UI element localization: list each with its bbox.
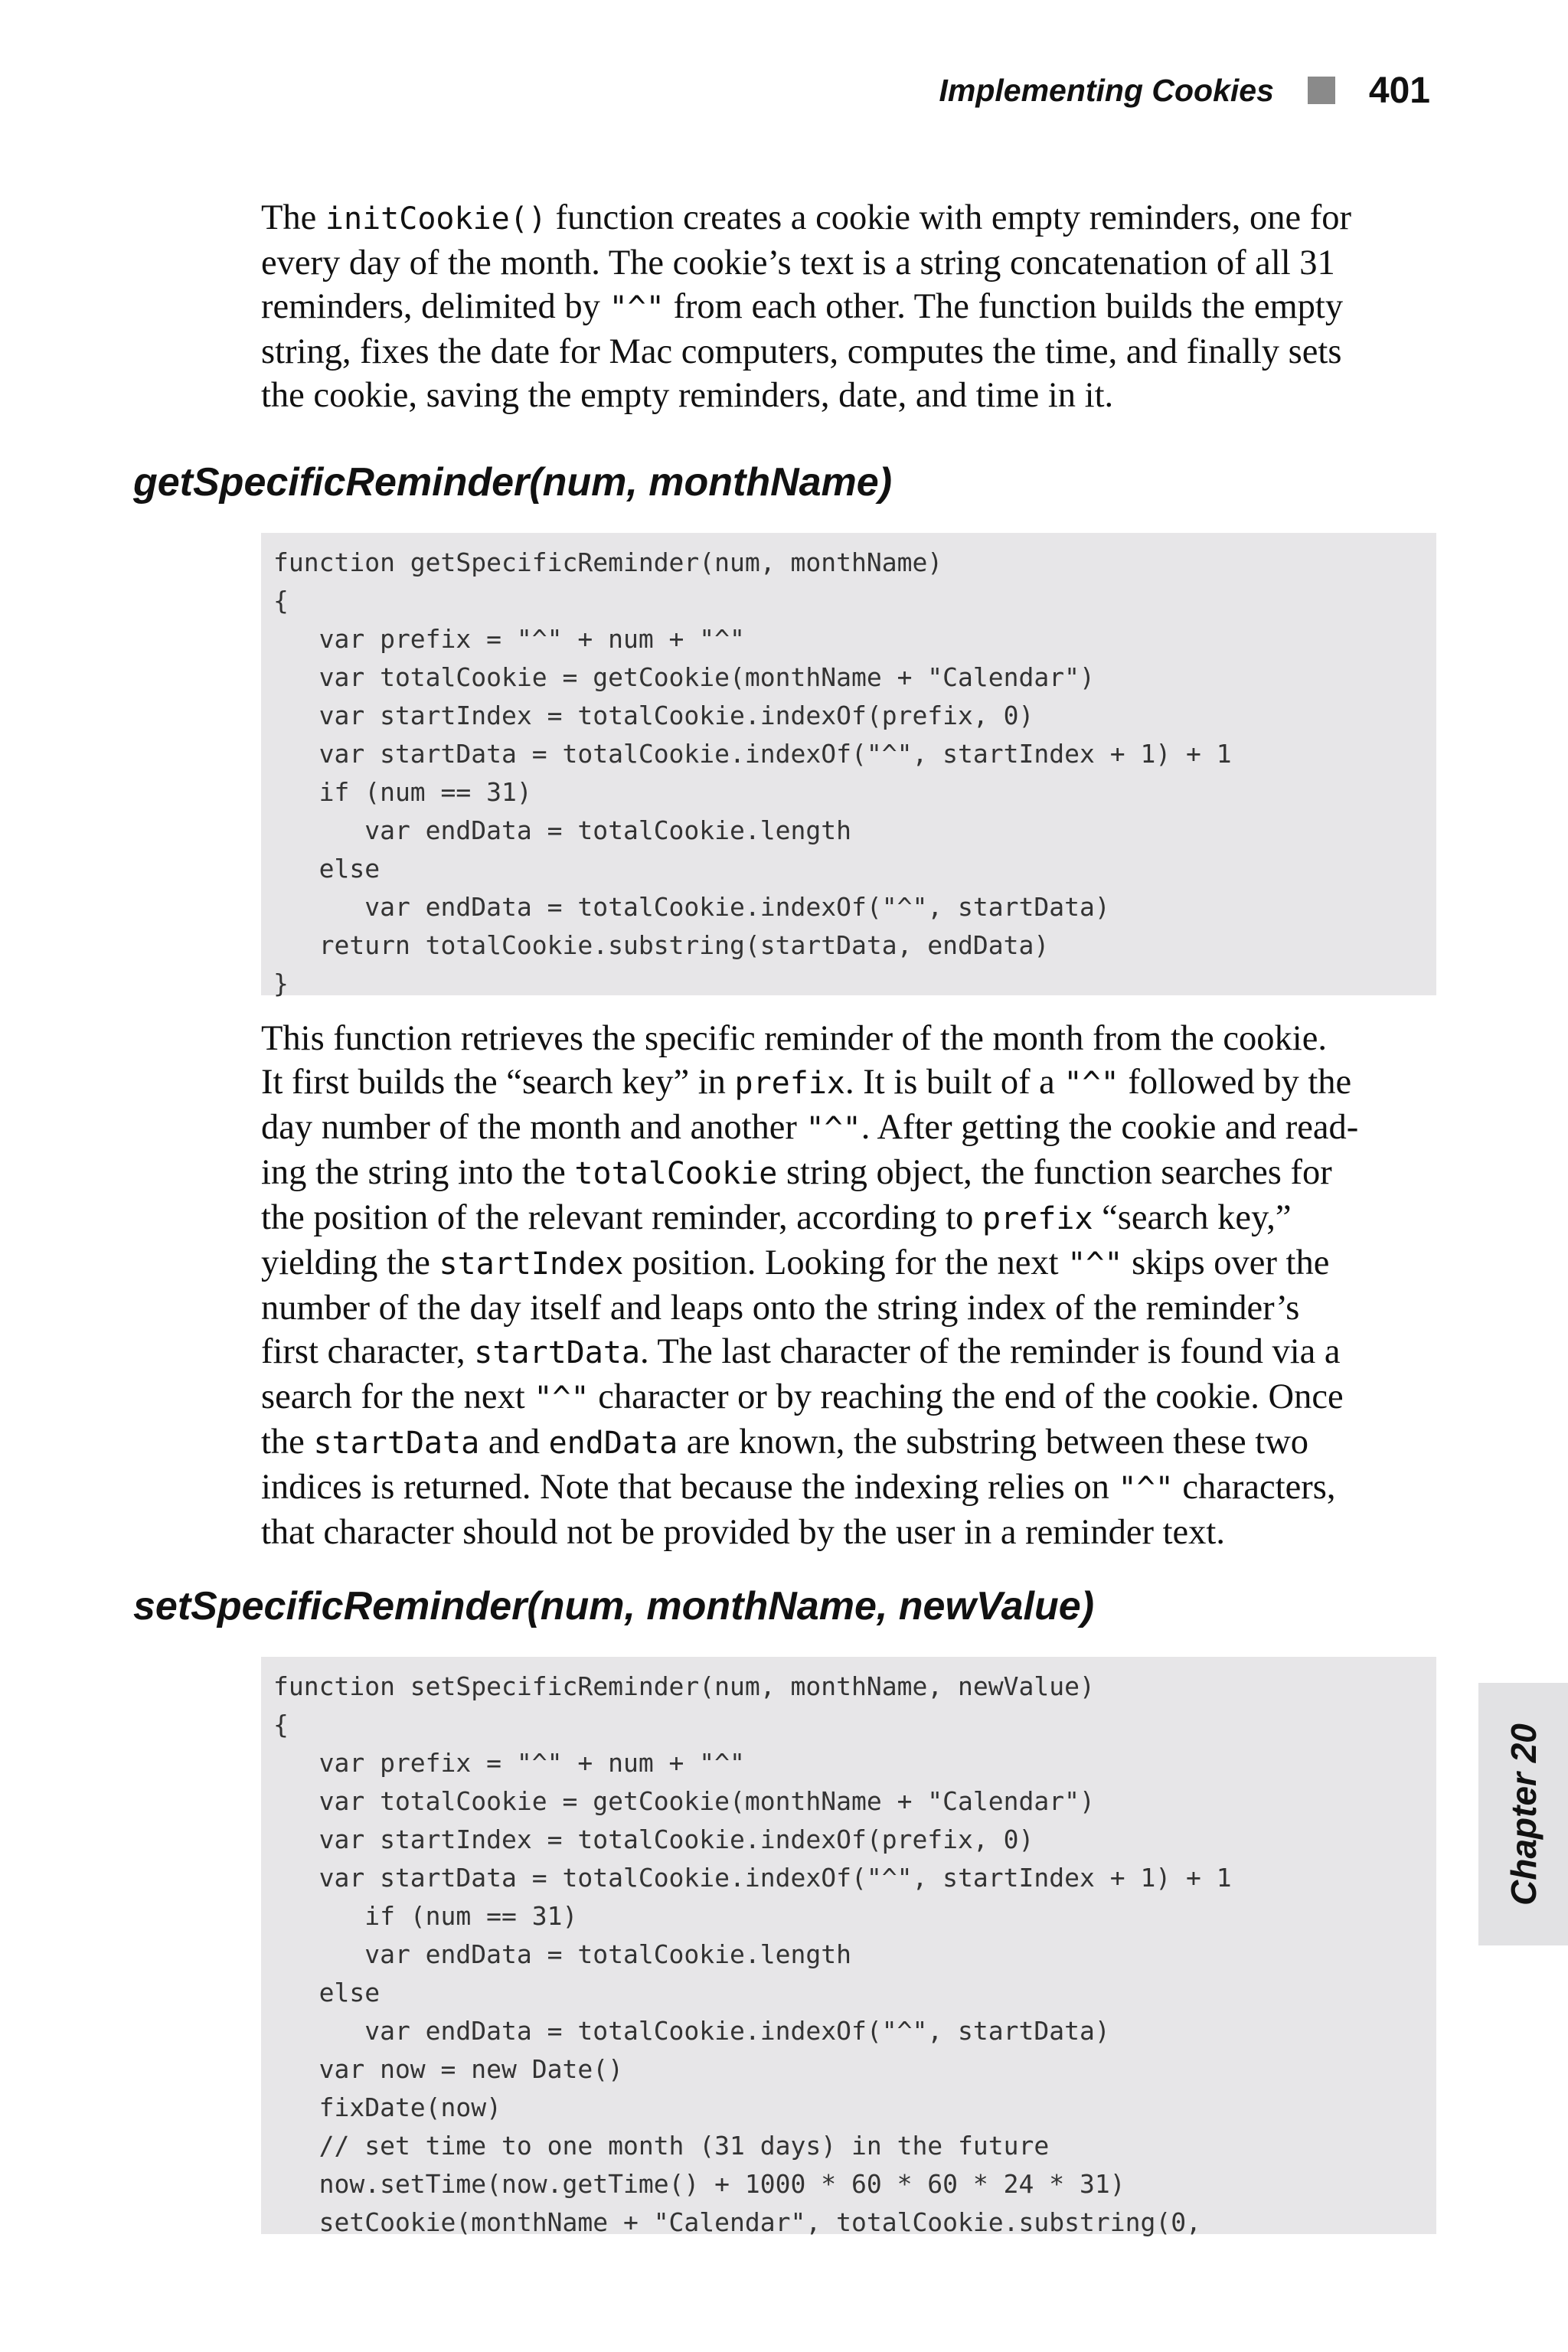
code-block-set-specific-reminder [261, 1657, 1436, 2237]
text-run: are known, the substring between these two [678, 1423, 1309, 1462]
text-line [261, 374, 1436, 417]
code-line: var prefix = "^" + num + "^" [273, 624, 745, 654]
inline-code: "^" [1067, 1246, 1123, 1282]
text-line [261, 196, 1436, 241]
inline-code: prefix [734, 1066, 846, 1101]
text-run: reminders, delimited by [261, 287, 609, 326]
text-line [261, 1241, 1436, 1286]
text-run: yielding the [261, 1243, 439, 1282]
text-run: The [261, 198, 325, 237]
text-run: first character, [261, 1332, 475, 1371]
code-line: return totalCookie.substring(startData, endData) [273, 930, 1050, 960]
text-run: character or by reaching the end of the cookie. Once [589, 1377, 1344, 1416]
code-line: var startData = totalCookie.indexOf("^", startIndex + 1) + 1 [273, 1863, 1232, 1893]
text-run: position. Looking for the next [623, 1243, 1068, 1282]
code-line: var startIndex = totalCookie.indexOf(prefix, 0) [273, 1824, 1034, 1854]
inline-code: initCookie() [325, 201, 547, 237]
text-line [261, 285, 1436, 330]
code-line: else [273, 854, 381, 884]
text-line [261, 1106, 1436, 1151]
code-line: fixDate(now) [273, 2092, 502, 2122]
code-line: var endData = totalCookie.length [273, 815, 851, 845]
text-run: search for the next [261, 1377, 534, 1416]
text-line [261, 1196, 1436, 1241]
code-line: setCookie(monthName + "Calendar", totalCookie.substring(0, [273, 2207, 1201, 2237]
text-run: number of the day itself and leaps onto the string index of the reminder’s [261, 1289, 1300, 1328]
description-paragraph [261, 1017, 1436, 1554]
header-square-marker [1308, 77, 1335, 104]
text-line [261, 1465, 1436, 1511]
inline-code: startData [474, 1335, 641, 1370]
text-run: and [479, 1423, 549, 1462]
text-line [261, 1060, 1436, 1106]
code-line: var now = new Date() [273, 2054, 623, 2084]
code-line: now.setTime(now.getTime() + 1000 * 60 * 60 * 24 * 31) [273, 2169, 1125, 2199]
inline-code: "^" [1118, 1471, 1174, 1506]
text-run: . It is built of a [845, 1063, 1064, 1102]
text-line [261, 1286, 1436, 1330]
text-run: . After getting the cookie and read- [861, 1108, 1359, 1147]
code-line: var endData = totalCookie.indexOf("^", startData) [273, 2016, 1110, 2046]
text-line [261, 1420, 1436, 1465]
text-run: skips over the [1122, 1243, 1330, 1282]
text-line [261, 330, 1436, 374]
text-line [261, 1375, 1436, 1420]
text-line [261, 1511, 1436, 1554]
inline-code: "^" [1063, 1066, 1119, 1101]
intro-paragraph [261, 196, 1436, 417]
text-line [261, 241, 1436, 285]
text-run: followed by the [1119, 1063, 1352, 1102]
text-line [261, 1151, 1436, 1196]
text-run: from each other. The function builds the empty [664, 287, 1344, 326]
text-run: It first builds the “search key” in [261, 1063, 735, 1102]
code-line: else [273, 1978, 381, 2007]
code-line: function setSpecificReminder(num, monthName, newValue) [273, 1671, 1095, 1701]
chapter-tab-label: Chapter 20 [1503, 1723, 1544, 1906]
code-line: // set time to one month (31 days) in the future [273, 2131, 1050, 2161]
inline-code: "^" [609, 290, 665, 325]
inline-code: totalCookie [574, 1156, 778, 1191]
text-run: ing the string into the [261, 1153, 575, 1192]
text-run: string object, the function searches for [777, 1153, 1332, 1192]
code-line: if (num == 31) [273, 777, 532, 807]
code-line: var startIndex = totalCookie.indexOf(prefix, 0) [273, 701, 1034, 730]
code-line: if (num == 31) [273, 1901, 578, 1931]
text-run: day number of the month and another [261, 1108, 806, 1147]
text-run: the position of the relevant reminder, according to [261, 1198, 983, 1237]
code-line: var endData = totalCookie.indexOf("^", startData) [273, 892, 1110, 922]
section-heading-set-specific-reminder: setSpecificReminder(num, monthName, newValue) [133, 1584, 1095, 1628]
text-run: function creates a cookie with empty reminders, one for [546, 198, 1351, 237]
code-line: var startData = totalCookie.indexOf("^", startIndex + 1) + 1 [273, 739, 1232, 769]
text-run: . The last character of the reminder is found via a [640, 1332, 1341, 1371]
code-line: var totalCookie = getCookie(monthName + "Calendar") [273, 1786, 1095, 1816]
text-run: the cookie, saving the empty reminders, date, and time in it. [261, 376, 1114, 415]
text-run: characters, [1173, 1468, 1336, 1507]
text-run: every day of the month. The cookie’s text is a string concatenation of all 31 [261, 243, 1335, 283]
code-line: var totalCookie = getCookie(monthName + "Calendar") [273, 662, 1095, 692]
text-line [261, 1017, 1436, 1060]
code-line: { [273, 1710, 289, 1740]
code-line: var endData = totalCookie.length [273, 1939, 851, 1969]
section-heading-get-specific-reminder: getSpecificReminder(num, monthName) [133, 460, 893, 505]
text-run: “search key,” [1093, 1198, 1292, 1237]
code-block-get-specific-reminder [261, 533, 1436, 998]
code-line: { [273, 586, 289, 616]
text-line [261, 1330, 1436, 1375]
running-title: Implementing Cookies [939, 72, 1274, 108]
running-head [939, 67, 1430, 113]
code-line: var prefix = "^" + num + "^" [273, 1748, 745, 1778]
inline-code: endData [548, 1426, 678, 1461]
code-line: } [273, 969, 289, 998]
text-run: the [261, 1423, 314, 1462]
code-line: function getSpecificReminder(num, monthName) [273, 547, 943, 577]
inline-code: startIndex [439, 1246, 624, 1282]
inline-code: "^" [534, 1380, 590, 1416]
inline-code: startData [313, 1426, 480, 1461]
page-number: 401 [1368, 70, 1430, 111]
inline-code: prefix [982, 1201, 1093, 1236]
text-run: string, fixes the date for Mac computers, computes the time, and finally sets [261, 332, 1342, 371]
chapter-tab [1478, 1683, 1568, 1945]
inline-code: "^" [805, 1111, 861, 1146]
text-run: This function retrieves the specific reminder of the month from the cookie. [261, 1019, 1327, 1058]
text-run: indices is returned. Note that because the indexing relies on [261, 1468, 1119, 1507]
text-run: that character should not be provided by the user in a reminder text. [261, 1513, 1225, 1552]
